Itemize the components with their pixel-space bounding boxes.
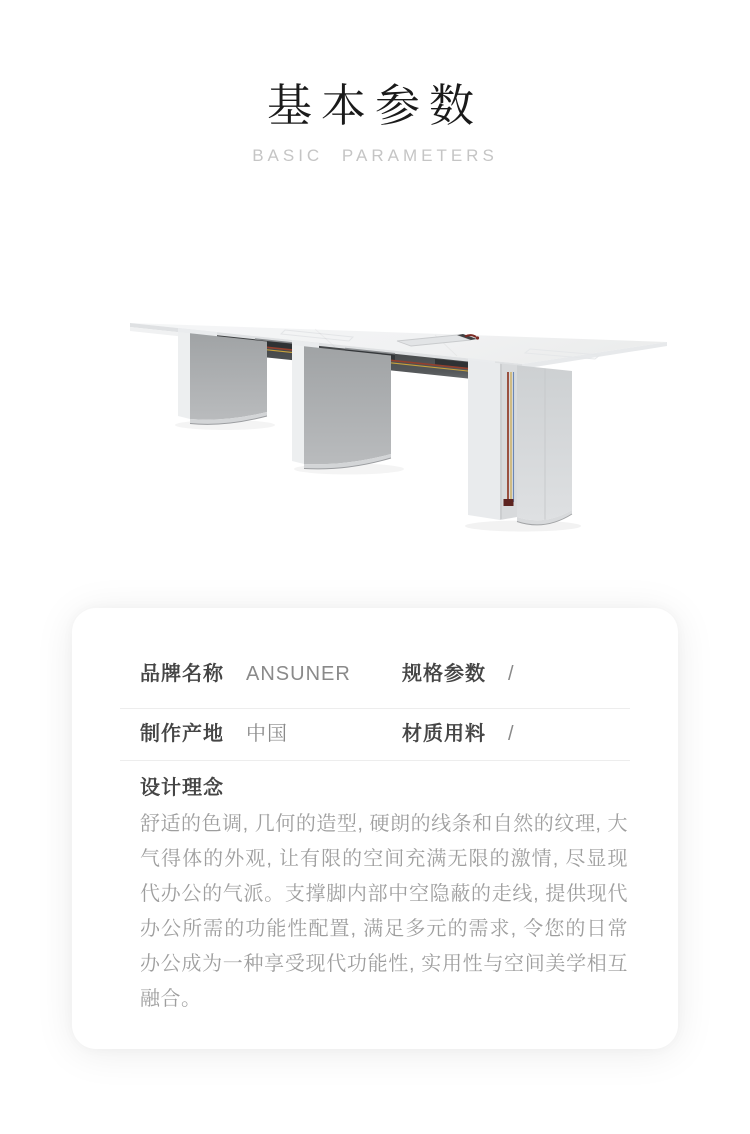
right-leg — [468, 360, 572, 525]
design-section — [120, 761, 630, 1017]
spec-params-value: / — [508, 663, 515, 685]
cable-connector — [504, 499, 514, 506]
product-image — [105, 288, 670, 533]
brand-value: ANSUNER — [246, 663, 351, 685]
design-body: 舒适的色调, 几何的造型, 硬朗的线条和自然的纹理, 大气得体的外观, 让有限的空间充满无限的激情, 尽显现代办公的气派。支撑脚内部中空隐蔽的走线, 提供现代办公所需的功能性配置, 满足多元的需求, 令您的日常办公成为一种享受现代功能性, 实用性与空间美学相互融合。 — [140, 813, 628, 1010]
spec-card — [72, 608, 678, 1049]
brand-label: 品牌名称 — [140, 663, 224, 685]
design-heading: 设计理念 — [140, 777, 224, 799]
spec-row-brand — [120, 658, 630, 709]
spec-params-label: 规格参数 — [402, 663, 486, 685]
conference-table-illustration — [105, 288, 670, 533]
header — [0, 0, 750, 166]
spec-row-origin — [120, 709, 630, 761]
page-title: 基本参数 — [266, 80, 483, 131]
origin-label: 制作产地 — [140, 723, 224, 745]
origin-value: 中国 — [246, 723, 288, 745]
left-leg — [178, 332, 267, 424]
middle-leg — [292, 345, 391, 469]
page-subtitle: BASIC PARAMETERS — [252, 146, 498, 165]
material-value: / — [508, 723, 515, 745]
material-label: 材质用料 — [402, 723, 486, 745]
